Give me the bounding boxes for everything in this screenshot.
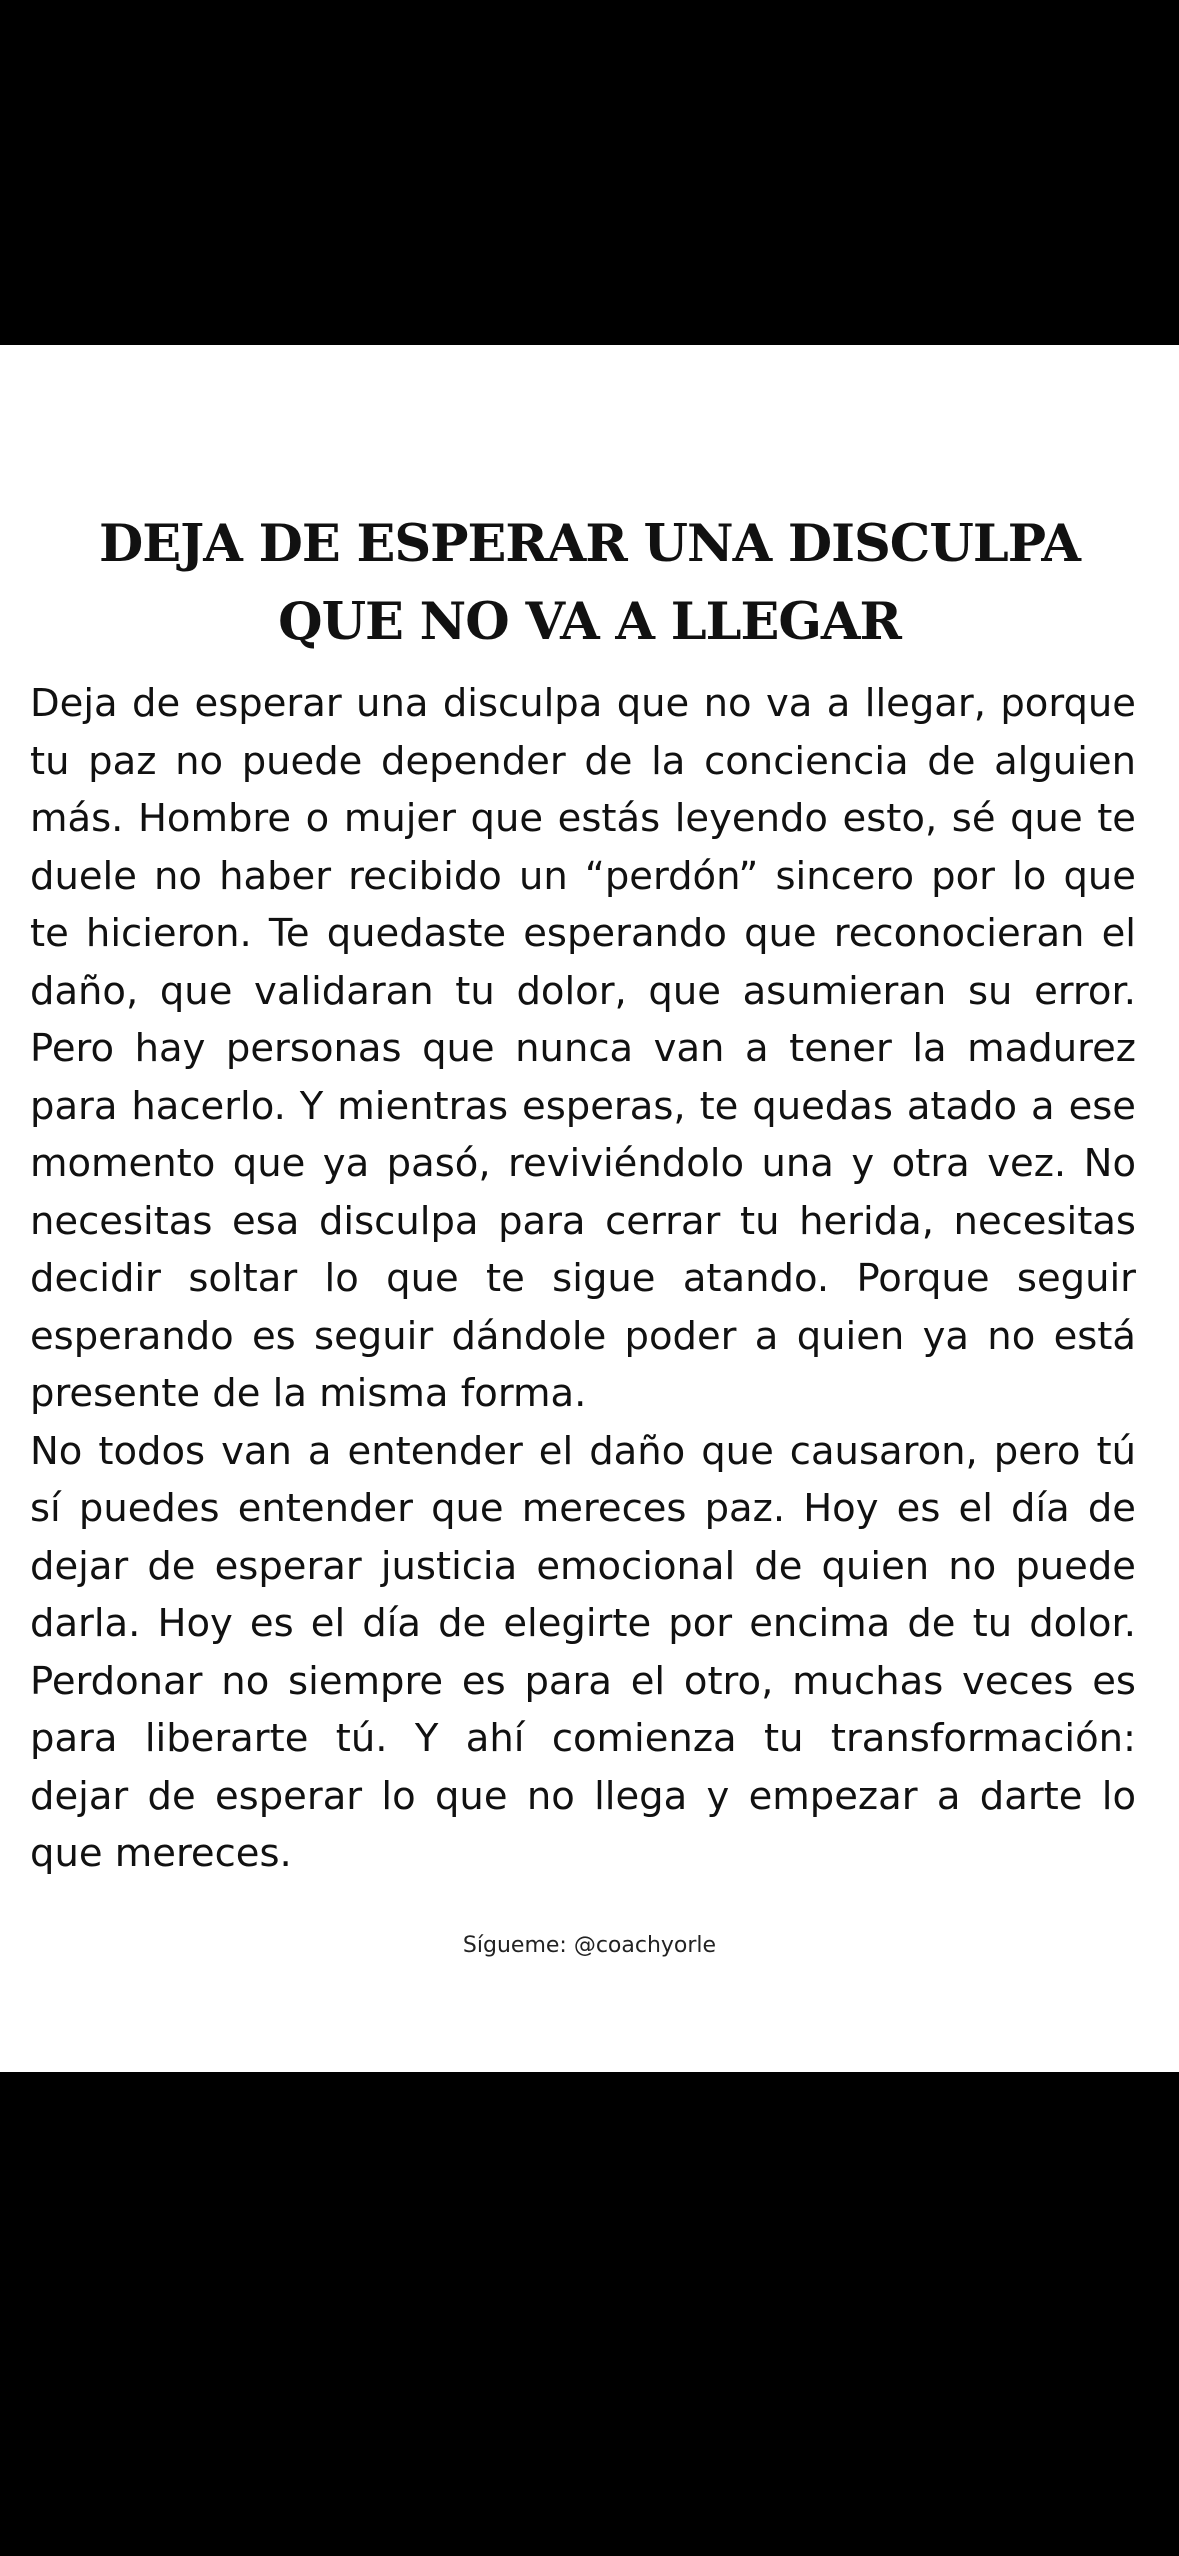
title-line-2: QUE NO VA A LLEGAR <box>278 592 901 652</box>
post-image <box>0 345 1179 2072</box>
paragraph-2: No todos van a entender el daño que causaron, pero tú sí puedes entender que mereces paz. Hoy es el día de dejar de esperar justicia emocional de quien no puede darla. Hoy es el día de elegirte por encima de tu dolor. Perdonar no siempre es para el otro, muchas veces es para liberarte tú. Y ahí comienza tu transformación: dejar de esperar lo que no llega y empezar a darte lo que mereces. <box>30 1428 1136 1876</box>
page-title <box>0 505 1179 661</box>
title-line-1: DEJA DE ESPERAR UNA DISCULPA <box>99 514 1080 574</box>
follow-signature: Sígueme: @coachyorle <box>462 1933 717 1958</box>
paragraph-1: Deja de esperar una disculpa que no va a llegar, porque tu paz no puede depender de la conciencia de alguien más. Hombre o mujer que estás leyendo esto, sé que te duele no haber recibido un “perdón” sincero por lo que te hicieron. Te quedaste esperando que reconocieran el daño, que validaran tu dolor, que asumieran su error. Pero hay personas que nunca van a tener la madurez para hacerlo. Y mientras esperas, te quedas atado a ese momento que ya pasó, reviviéndolo una y otra vez. No necesitas esa disculpa para cerrar tu herida, necesitas decidir soltar lo que te sigue atando. Porque seguir esperando es seguir dándole poder a quien ya no está presente de la misma forma. <box>30 681 1136 1416</box>
article-body <box>30 675 1136 1883</box>
